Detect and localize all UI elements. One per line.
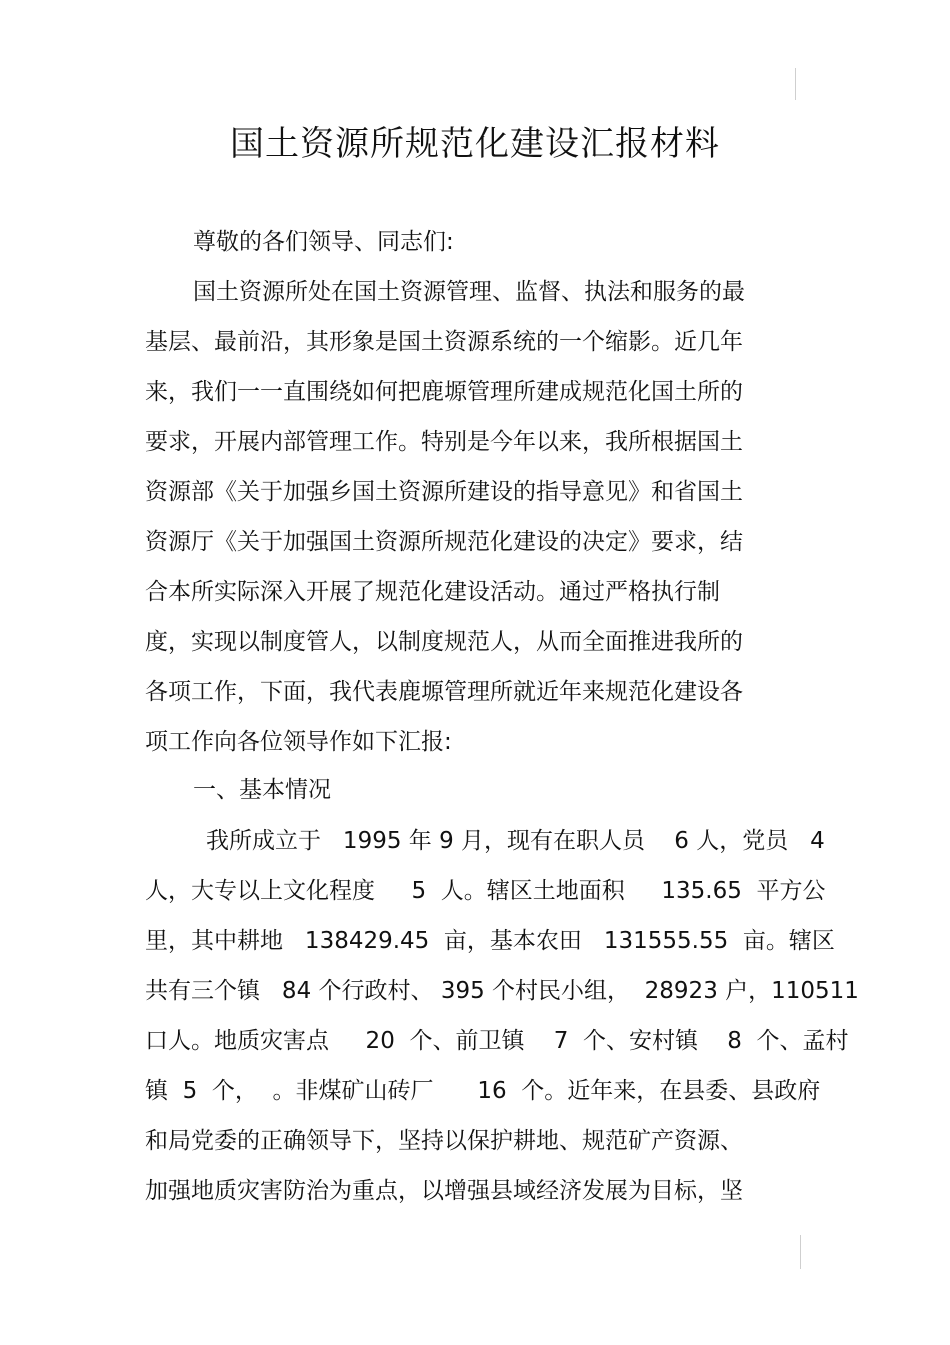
section-heading: 一、基本情况 bbox=[193, 777, 331, 803]
paragraph-line: 基层、最前沿，其形象是国土资源系统的一个缩影。近几年 bbox=[145, 329, 743, 355]
paragraph-line: 我所成立于 1995 年 9 月，现有在职人员 6 人，党员 4 bbox=[206, 828, 825, 854]
paragraph-line: 镇 5 个， 。非煤矿山砖厂 16 个。近年来，在县委、县政府 bbox=[145, 1078, 821, 1104]
paragraph-line: 项工作向各位领导作如下汇报: bbox=[145, 729, 452, 755]
paragraph-line: 资源部《关于加强乡国土资源所建设的指导意见》和省国土 bbox=[145, 479, 743, 505]
paragraph-line: 加强地质灾害防治为重点，以增强县域经济发展为目标，坚 bbox=[145, 1178, 743, 1204]
paragraph-line: 各项工作，下面，我代表鹿塬管理所就近年来规范化建设各 bbox=[145, 679, 743, 705]
salutation: 尊敬的各们领导、同志们: bbox=[193, 229, 454, 255]
document-title: 国土资源所规范化建设汇报材料 bbox=[230, 124, 720, 164]
paragraph-line: 口人。地质灾害点 20 个、前卫镇 7 个、安村镇 8 个、孟村 bbox=[145, 1028, 849, 1054]
paragraph-line: 国土资源所处在国土资源管理、监督、执法和服务的最 bbox=[193, 279, 745, 305]
paragraph-line: 和局党委的正确领导下，坚持以保护耕地、规范矿产资源、 bbox=[145, 1128, 743, 1154]
crop-mark-top-right bbox=[795, 68, 796, 100]
paragraph-line: 度，实现以制度管人，以制度规范人，从而全面推进我所的 bbox=[145, 629, 743, 655]
paragraph-line: 要求，开展内部管理工作。特别是今年以来，我所根据国土 bbox=[145, 429, 743, 455]
paragraph-line: 合本所实际深入开展了规范化建设活动。通过严格执行制 bbox=[145, 579, 720, 605]
paragraph-line: 来，我们一一直围绕如何把鹿塬管理所建成规范化国土所的 bbox=[145, 379, 743, 405]
paragraph-line: 共有三个镇 84 个行政村、 395 个村民小组， 28923 户，110511 bbox=[145, 978, 859, 1004]
crop-mark-bottom-right bbox=[800, 1235, 801, 1269]
paragraph-line: 人，大专以上文化程度 5 人。辖区土地面积 135.65 平方公 bbox=[145, 878, 826, 904]
paragraph-line: 里，其中耕地 138429.45 亩，基本农田 131555.55 亩。辖区 bbox=[145, 928, 835, 954]
paragraph-line: 资源厅《关于加强国土资源所规范化建设的决定》要求，结 bbox=[145, 529, 743, 555]
